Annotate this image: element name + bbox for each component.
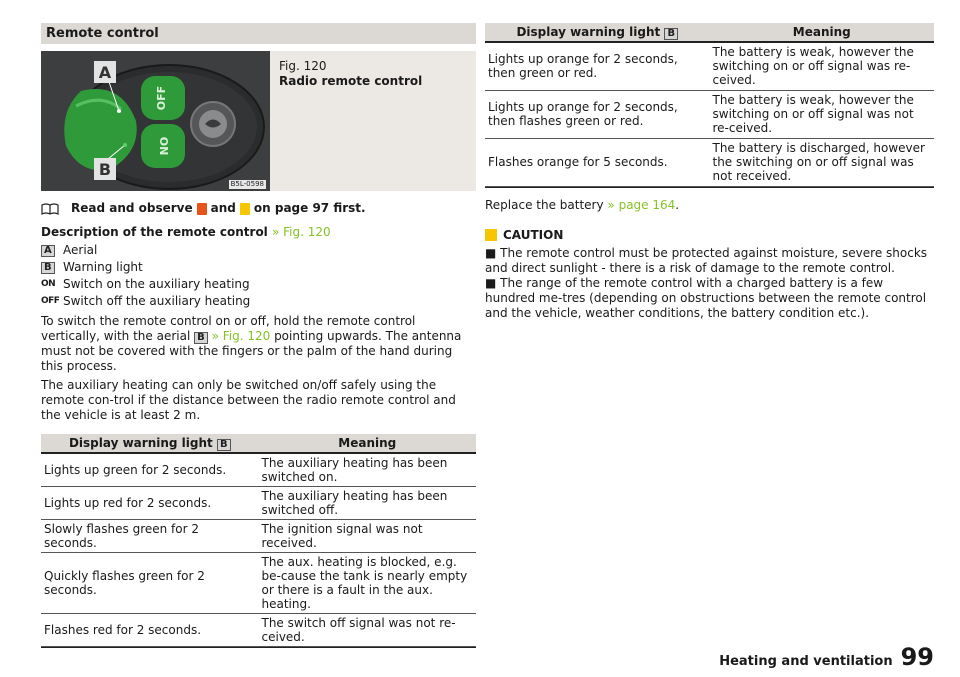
- off-button-label: OFF: [155, 85, 168, 111]
- replace-battery: [485, 198, 934, 213]
- key-a: A: [41, 245, 55, 257]
- left-column: [41, 23, 476, 648]
- description-title: Description of the remote control: [41, 225, 268, 239]
- para1-figure-link[interactable]: » Fig. 120: [211, 329, 271, 343]
- book-icon: [41, 203, 59, 215]
- warning-icon: [197, 203, 207, 215]
- cell-meaning: The battery is discharged, however the switching on or off signal was not received.: [710, 138, 935, 186]
- cell-meaning: The battery is weak, however the switching on or off signal was not re-ceived.: [710, 90, 935, 138]
- header-text: Display warning light: [516, 24, 661, 39]
- warning-light-table-right: [485, 23, 934, 188]
- cell-meaning: The switch off signal was not re-ceived.: [259, 614, 477, 647]
- paragraph-switching: [41, 314, 476, 374]
- page-number: 99: [900, 643, 934, 671]
- table-row: [41, 520, 476, 553]
- cell-light: Flashes orange for 5 seconds.: [485, 138, 710, 186]
- figure-link[interactable]: » Fig. 120: [272, 225, 331, 239]
- cell-light: Flashes red for 2 seconds.: [41, 614, 259, 647]
- cell-meaning: The ignition signal was not received.: [259, 520, 477, 553]
- cell-meaning: The auxiliary heating has been switched off.: [259, 487, 477, 520]
- footer-chapter: Heating and ventilation: [719, 654, 893, 669]
- on-button-label: ON: [157, 136, 170, 156]
- table-row: [41, 487, 476, 520]
- cell-light: Lights up red for 2 seconds.: [41, 487, 259, 520]
- callout-b: B: [98, 160, 112, 179]
- header-key: B: [217, 439, 231, 451]
- legend-item: [41, 276, 476, 293]
- caution-title: CAUTION: [503, 227, 564, 242]
- legend-item: [41, 293, 476, 310]
- remote-control-image: [41, 51, 270, 191]
- replace-text: Replace the battery: [485, 197, 604, 212]
- image-code: B5L-0598: [230, 180, 264, 188]
- table-row: [485, 138, 934, 186]
- table-row: [41, 453, 476, 487]
- figure: [41, 51, 476, 191]
- callout-a: A: [98, 63, 112, 82]
- cell-meaning: The auxiliary heating has been switched on.: [259, 453, 477, 487]
- table-header-light: [485, 23, 710, 42]
- table-row: [41, 614, 476, 647]
- paragraph-distance: The auxiliary heating can only be switched on/off safely using the remote con-trol if the distance between the radio remote control and the vehicle is at least 2 m.: [41, 378, 456, 422]
- cell-light: Lights up orange for 2 seconds, then green or red.: [485, 42, 710, 90]
- cell-light: Slowly flashes green for 2 seconds.: [41, 520, 259, 553]
- para1-key: B: [194, 332, 208, 344]
- remote-control-illustration: [41, 51, 270, 191]
- table-row: [41, 553, 476, 614]
- page-link[interactable]: » page 164: [607, 197, 676, 212]
- caution-bullet: ■ The range of the remote control with a charged battery is a few hundred me-tres (depending on obstructions between the remote control and the vehicle, weather conditions, the battery condition etc.).: [485, 275, 927, 320]
- cell-light: Lights up orange for 2 seconds, then flashes green or red.: [485, 90, 710, 138]
- warning-light-table-left: [41, 434, 476, 648]
- figure-label: Fig. 120: [279, 59, 327, 73]
- read-and: and: [210, 201, 236, 215]
- legend-text: Switch off the auxiliary heating: [63, 294, 251, 308]
- legend-text: Switch on the auxiliary heating: [63, 277, 250, 291]
- header-key: B: [664, 28, 678, 40]
- off-symbol: OFF: [41, 296, 60, 306]
- legend-text: Aerial: [63, 243, 98, 257]
- caution-icon: [240, 203, 250, 215]
- caution-heading: [485, 228, 934, 243]
- replace-end: .: [675, 197, 680, 212]
- cell-light: Lights up green for 2 seconds.: [41, 453, 259, 487]
- para1-start: To switch the remote control on or off, hold the remote control vertically, with the aerial: [41, 314, 416, 343]
- read-suffix: on page 97 first.: [253, 201, 366, 215]
- key-b: B: [41, 262, 55, 274]
- figure-caption: Radio remote control: [279, 74, 423, 88]
- table-header-meaning: Meaning: [259, 434, 477, 453]
- para1-end: pointing upwards. The antenna must not be covered with the fingers or the palm of the hand during this process.: [41, 329, 462, 373]
- cell-light: Quickly flashes green for 2 seconds.: [41, 553, 259, 614]
- header-text: Display warning light: [68, 435, 213, 450]
- on-symbol: ON: [41, 279, 56, 289]
- figure-caption-box: [270, 51, 476, 191]
- cell-meaning: The aux. heating is blocked, e.g. be-cause the tank is nearly empty or there is a fault in the aux. heating.: [259, 553, 477, 614]
- table-row: [485, 42, 934, 90]
- description-heading: [41, 225, 476, 240]
- legend-item: [41, 242, 476, 259]
- cell-meaning: The battery is weak, however the switching on or off signal was re-ceived.: [710, 42, 935, 90]
- section-title: Remote control: [41, 23, 476, 44]
- caution-bullet: ■ The remote control must be protected against moisture, severe shocks and direct sunlight - there is a risk of damage to the remote control.: [485, 245, 928, 275]
- table-header-meaning: Meaning: [710, 23, 935, 42]
- table-row: [485, 90, 934, 138]
- legend-list: [41, 242, 476, 310]
- caution-icon: [485, 229, 497, 241]
- legend-text: Warning light: [63, 260, 143, 274]
- table-header-light: [41, 434, 259, 453]
- read-and-observe: [41, 201, 476, 216]
- read-prefix: Read and observe: [71, 201, 193, 215]
- legend-item: [41, 259, 476, 276]
- right-column: [485, 23, 934, 321]
- page-footer: [719, 643, 934, 671]
